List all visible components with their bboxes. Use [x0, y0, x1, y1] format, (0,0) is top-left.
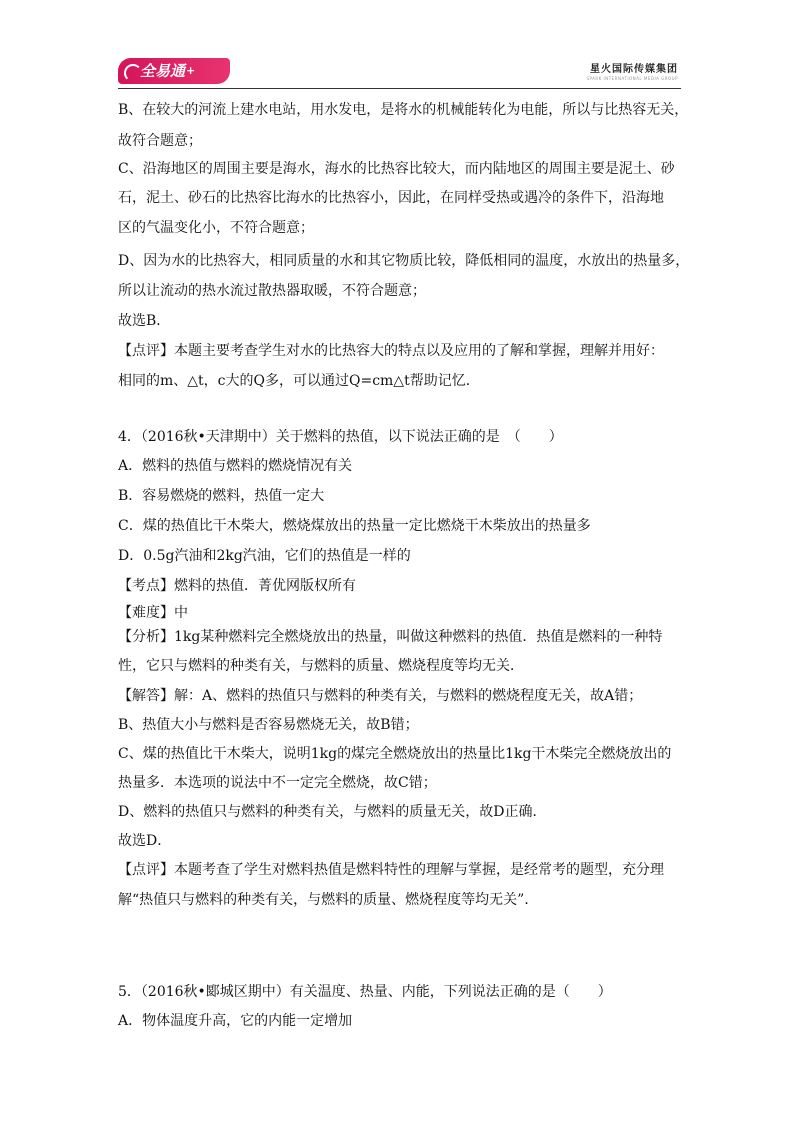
- text-line: 石，泥土、砂石的比热容比海水的比热容小，因此，在同样受热或遇冷的条件下，沿海地: [118, 190, 664, 206]
- text-line: 性，它只与燃料的种类有关，与燃料的质量、燃烧程度等均无关．: [118, 658, 524, 674]
- text-line: 故符合题意；: [118, 133, 202, 149]
- brand-name-en: SPARK INTERNATIONAL MEDIA GROUP: [586, 76, 678, 81]
- logo-plus: +: [186, 64, 196, 77]
- header-divider: [118, 88, 681, 89]
- text-line: 热量多．本选项的说法中不一定完全燃烧，故C错；: [118, 775, 437, 791]
- answer-line: 【解答】解：A、燃料的热值只与燃料的种类有关，与燃料的燃烧程度无关，故A错；: [118, 688, 643, 704]
- analysis-line: 【分析】1kg某种燃料完全燃烧放出的热量，叫做这种燃料的热值．热值是燃料的一种特: [118, 629, 663, 645]
- text-line: C、沿海地区的周围主要是海水，海水的比热容比较大，而内陆地区的周围主要是泥土、砂: [118, 161, 675, 177]
- logo-swoosh-icon: [124, 64, 142, 82]
- brand-name: 星火国际传媒集团: [590, 64, 678, 75]
- option-a: A．物体温度升高，它的内能一定增加: [118, 1013, 353, 1029]
- option-b: B．容易燃烧的燃料，热值一定大: [118, 488, 325, 504]
- text-line: C、煤的热值比干木柴大，说明1kg的煤完全燃烧放出的热量比1kg干木柴完全燃烧放出的: [118, 746, 672, 762]
- text-line: 相同的m、△t，c大的Q多，可以通过Q=cm△t帮助记忆．: [118, 373, 480, 389]
- text-line: D、燃料的热值只与燃料的种类有关，与燃料的质量无关，故D正确．: [118, 804, 547, 820]
- comment-line: 【点评】本题主要考查学生对水的比热容大的特点以及应用的了解和掌握，理解并用好：: [118, 343, 664, 359]
- text-line: D、因为水的比热容大，相同质量的水和其它物质比较，降低相同的温度，水放出的热量多，: [118, 253, 690, 269]
- text-line: B、在较大的河流上建水电站，用水发电，是将水的机械能转化为电能，所以与比热容无关，: [118, 102, 689, 118]
- option-a: A．燃料的热值与燃料的燃烧情况有关: [118, 458, 353, 474]
- question-5-stem: 5．（2016秋•郾城区期中）有关温度、热量、内能，下列说法正确的是（ ）: [118, 984, 612, 1000]
- text-line: 解“热值只与燃料的种类有关，与燃料的质量、燃烧程度等均无关”．: [118, 892, 539, 908]
- text-line: 区的气温变化小，不符合题意；: [118, 220, 314, 236]
- brand-block: [586, 60, 678, 81]
- text-line: 故选D．: [118, 833, 172, 849]
- text-line: 故选B．: [118, 313, 171, 329]
- key-point-line: 【考点】燃料的热值．菁优网版权所有: [118, 578, 356, 594]
- page-header: [118, 54, 678, 88]
- option-d: D．0.5g汽油和2kg汽油，它们的热值是一样的: [118, 548, 411, 564]
- text-line: 所以让流动的热水流过散热器取暖，不符合题意；: [118, 283, 426, 299]
- question-4-stem: 4．（2016秋•天津期中）关于燃料的热值，以下说法正确的是 （ ）: [118, 429, 563, 445]
- quanyitong-logo: [118, 58, 230, 84]
- logo-text: 全易通: [140, 62, 186, 80]
- comment-line: 【点评】本题考查了学生对燃料热值是燃料特性的理解与掌握，是经常考的题型，充分理: [118, 862, 664, 878]
- option-c: C．煤的热值比干木柴大，燃烧煤放出的热量一定比燃烧干木柴放出的热量多: [118, 518, 591, 534]
- difficulty-line: 【难度】中: [118, 605, 188, 621]
- text-line: B、热值大小与燃料是否容易燃烧无关，故B错；: [118, 717, 419, 733]
